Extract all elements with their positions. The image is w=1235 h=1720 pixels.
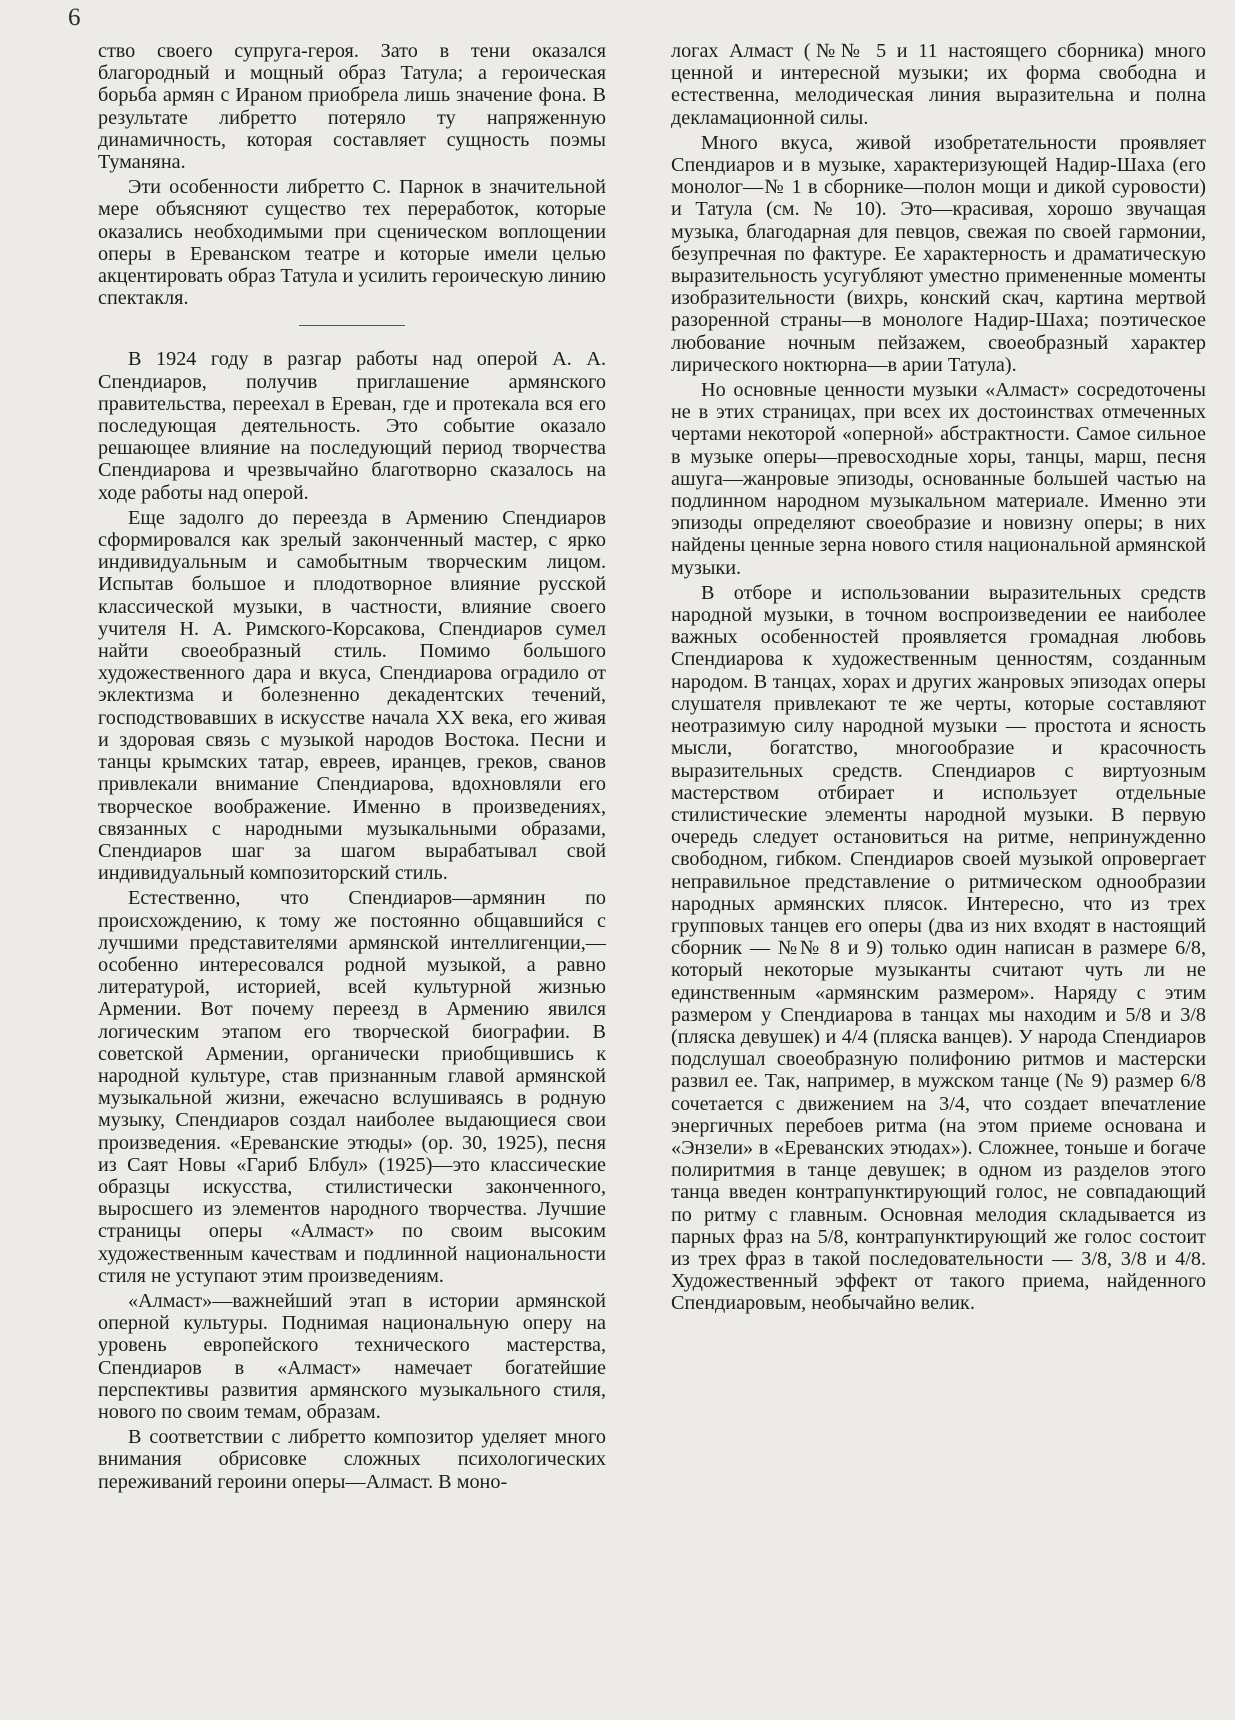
right-column: [671, 40, 1206, 1318]
paragraph: Много вкуса, живой изобретательности проявляет Спендиаров и в музыке, характеризующей Надир-Шаха (его монолог—№ 1 в сборнике—полон мощи и дикой суровости) и Татула (см. № 10). Это—красивая, хорошо звучащая музыка, благодарная для певцов, свежая по своей гармонии, безупречная по фактуре. Ее характерность и драматическую выразительность усугубляют уместно примененные моменты изобразительности (вихрь, конский скач, картина мертвой разоренной страны—в монологе Надир-Шаха; поэтическое любование ночным пейзажем, своеобразный характер лирического ноктюрна—в арии Татула).: [671, 131, 1206, 376]
paragraph: В отборе и использовании выразительных средств народной музыки, в точном воспроизведении ее наиболее важных особенностей проявляется громадная любовь Спендиарова к художественным ценностям, созданным народом. В танцах, хорах и других жанровых эпизодах оперы слушателя привлекают те же черты, которые составляют неотразимую силу народной музыки — простота и ясность мысли, богатство, многообразие и красочность выразительных средств. Спендиаров с виртуозным мастерством отбирает и использует отдельные стилистические элементы народной музыки. В первую очередь следует остановиться на ритме, непринужденно свободном, гибком. Спендиаров своей музыкой опровергает неправильное представление о ритмическом однообразии народных армянских плясок. Интересно, что из трех групповых танцев его оперы (два из них входят в настоящий сборник — №№ 8 и 9) только один написан в размере 6/8, который некоторые музыканты считают чуть ли не единственным «армянским размером». Наряду с этим размером у Спендиарова в танцах мы находим и 5/8 и 3/8 (пляска девушек) и 4/4 (пляска ванцев). У народа Спендиаров подслушал своеобразную полифонию ритмов и мастерски развил ее. Так, например, в мужском танце (№ 9) размер 6/8 сочетается с движением на 3/4, что создает впечатление энергичных перебоев ритма (на этом приеме основана и «Энзели» в «Ереванских этюдах»). Сложнее, тоньше и богаче полиритмия в танце девушек; в одном из разделов этого танца введен контрапунктирующий голос, не совпадающий по ритму с главным. Основная мелодия складывается из парных фраз на 5/8, контрапунктирующий же голос состоит из трех фраз в такой последовательности — 3/8, 3/8 и 4/8. Художественный эффект от такого приема, найденного Спендиаровым, необычайно велик.: [671, 581, 1206, 1315]
paragraph: В 1924 году в разгар работы над оперой А. А. Спендиаров, получив приглашение армянского правительства, переехал в Ереван, где и протекала вся его последующая деятельность. Это событие оказало решающее влияние на последующий период творчества Спендиарова и чрезвычайно благотворно сказалось на ходе работы над оперой.: [98, 348, 606, 504]
paragraph: «Алмаст»—важнейший этап в истории армянской оперной культуры. Поднимая национальную оперу на уровень европейского технического мастерства, Спендиаров в «Алмаст» намечает богатейшие перспективы развития армянского музыкального стиля, нового по своим темам, образам.: [98, 1289, 606, 1423]
paragraph: Еще задолго до переезда в Армению Спендиаров сформировался как зрелый законченный мастер, с ярко индивидуальным и самобытным творческим лицом. Испытав большое и плодотворное влияние русской классической музыки, в частности, влияние своего учителя Н. А. Римского-Корсакова, Спендиаров сумел найти своеобразный стиль. Помимо большого художественного дара и вкуса, Спендиарова оградило от эклектизма и болезненно декадентских течений, господствовавших в искусстве начала XX века, его живая и здоровая связь с музыкой народов Востока. Песни и танцы крымских татар, евреев, иранцев, греков, сванов привлекали внимание Спендиарова, вдохновляли его творческое воображение. Именно в произведениях, связанных с народными музыкальными образами, Спендиаров шаг за шагом вырабатывал свой индивидуальный композиторский стиль.: [98, 506, 606, 885]
paragraph: Эти особенности либретто С. Парнок в значительной мере объясняют существо тех переработок, которые оказались необходимыми при сценическом воплощении оперы в Ереванском театре и которые имели целью акцентировать образ Татула и усилить героическую линию спектакля.: [98, 176, 606, 310]
paragraph: В соответствии с либретто композитор уделяет много внимания обрисовке сложных психологических переживаний героини оперы—Алмаст. В моно-: [98, 1426, 606, 1493]
paragraph: логах Алмаст (№№ 5 и 11 настоящего сборника) много ценной и интересной музыки; их форма свободна и естественна, мелодическая линия выразительна и полна декламационной силы.: [671, 40, 1206, 129]
section-divider: [299, 325, 405, 326]
paragraph: Но основные ценности музыки «Алмаст» сосредоточены не в этих страницах, при всех их достоинствах отмеченных чертами некоторой «оперной» абстрактности. Самое сильное в музыке оперы—превосходные хоры, танцы, марш, песня ашуга—жанровые эпизоды, основанные большей частью на подлинном народном музыкальном материале. Именно эти эпизоды определяют своеобразие и новизну оперы; в них найдены ценные зерна нового стиля национальной армянской музыки.: [671, 379, 1206, 579]
paragraph: ство своего супруга-героя. Зато в тени оказался благородный и мощный образ Татула; а героическая борьба армян с Ираном приобрела лишь значение фона. В результате либретто потеряло ту напряженную динамичность, которая составляет сущность поэмы Туманяна.: [98, 40, 606, 174]
paragraph: Естественно, что Спендиаров—армянин по происхождению, к тому же постоянно общавшийся с лучшими представителями армянской интеллигенции,—особенно интересовался родной музыкой, а равно литературой, историей, всей культурной жизнью Армении. Вот почему переезд в Армению явился логическим этапом его творческой биографии. В советской Армении, органически приобщившись к народной культуре, став признанным главой армянской музыкальной жизни, ежечасно вслушиваясь в родную музыку, Спендиаров создал наиболее выдающиеся свои произведения. «Ереванские этюды» (ор. 30, 1925), песня из Саят Новы «Гариб Блбул» (1925)—это классические образцы искусства, стилистически законченного, выросшего из элементов народного творчества. Лучшие страницы оперы «Алмаст» по своим высоким художественным качествам и подлинной национальности стиля не уступают этим произведениям.: [98, 887, 606, 1287]
page-number: 6: [68, 4, 81, 31]
left-column: [98, 40, 606, 1496]
